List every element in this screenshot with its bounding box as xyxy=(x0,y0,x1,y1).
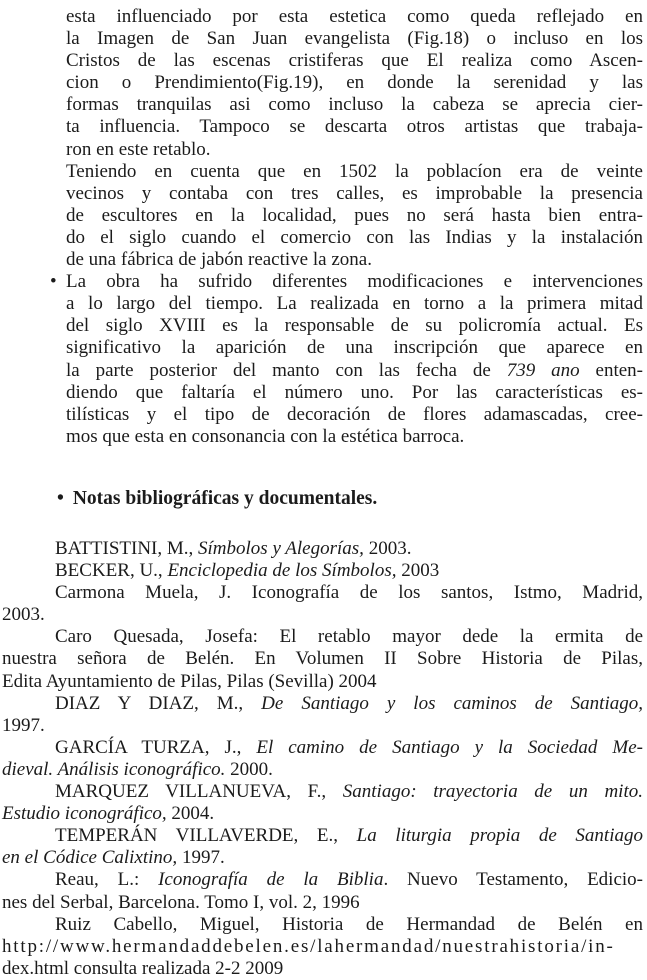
text-line xyxy=(2,759,643,781)
text-segment: 2003. xyxy=(363,538,412,559)
biblio-entry-battistini xyxy=(2,538,643,560)
text-segment: DIAZ Y DIAZ, M., xyxy=(55,692,262,714)
text-segment: esta influenciado por esta estetica como queda reflejado en xyxy=(66,6,643,27)
text-line xyxy=(2,582,643,604)
text-segment: Teniendo en cuenta que en 1502 la poblacíon era de veinte xyxy=(66,160,643,182)
text-segment: . Nuevo Testamento, Edicio- xyxy=(383,869,643,891)
text-line xyxy=(66,139,643,161)
text-segment: Notas bibliográficas y documentales. xyxy=(72,488,378,509)
text-line xyxy=(66,183,643,205)
text-segment: Carmona Muela, J. Iconografía de los santos, Istmo, Madrid, xyxy=(55,582,643,604)
text-segment: 2000. xyxy=(225,758,273,780)
italic-text-segment: Símbolos y Alegorías, xyxy=(198,538,364,559)
text-line xyxy=(2,869,643,891)
italic-text-segment: Estudio iconográfico, xyxy=(2,803,167,825)
text-segment: nuestra señora de Belén. En Volumen II Sobre Historia de Pilas, xyxy=(2,648,643,670)
text-line xyxy=(2,693,643,715)
bullet-marker: • xyxy=(50,271,57,293)
text-segment: ron en este retablo. xyxy=(66,138,211,160)
biblio-entry-reau xyxy=(2,869,643,913)
text-segment: a lo largo del tiempo. La realizada en torno a la primera mitad xyxy=(66,293,643,315)
bullet-marker: • xyxy=(57,488,64,509)
biblio-entry-ruiz-cabello xyxy=(2,914,643,980)
text-line xyxy=(66,315,643,337)
text-segment: La obra ha sufrido diferentes modificaciones e intervenciones xyxy=(66,271,643,293)
text-segment: Ruiz Cabello, Miguel, Historia de Hermandad de Belén en xyxy=(55,913,643,935)
text-segment: la parte posterior del manto con las fecha de xyxy=(66,359,507,381)
italic-text-segment: dieval. Análisis iconográfico. xyxy=(2,758,226,780)
biblio-entry-caro-quesada xyxy=(2,626,643,692)
text-line xyxy=(2,892,643,914)
text-segment: vecinos y contaba con tres calles, es improbable la presencia xyxy=(66,182,643,204)
text-line xyxy=(2,825,643,847)
text-segment: ta influencia. Tampoco se descarta otros artistas que trabaja- xyxy=(66,116,643,138)
italic-text-segment: en el Códice Calixtino, xyxy=(2,847,178,869)
text-line xyxy=(66,72,643,94)
text-line xyxy=(66,6,643,28)
text-line xyxy=(2,803,643,825)
text-segment: de una fábrica de jabón reactive la zona. xyxy=(66,249,372,271)
text-segment: Caro Quesada, Josefa: El retablo mayor dede la ermita de xyxy=(55,626,643,648)
text-segment: de escultores en la localidad, pues no será hasta bien entra- xyxy=(66,204,643,226)
text-segment: 1997. xyxy=(177,847,225,869)
text-line xyxy=(66,50,643,72)
italic-text-segment: Enciclopedia de los Símbolos, xyxy=(167,560,397,582)
text-line xyxy=(2,936,643,958)
text-line xyxy=(66,205,643,227)
text-line xyxy=(66,28,643,50)
text-line xyxy=(2,560,643,582)
text-line xyxy=(57,487,643,510)
bibliography-heading-block xyxy=(57,487,643,510)
text-segment: cion o Prendimiento(Fig.19), en donde la serenidad y las xyxy=(66,72,643,94)
text-line xyxy=(2,648,643,670)
text-line xyxy=(2,737,643,759)
text-segment: Cristos de las escenas cristiferas que El realiza como Ascen- xyxy=(66,50,643,72)
text-segment: BECKER, U., xyxy=(55,560,168,582)
text-line xyxy=(66,404,643,426)
text-line xyxy=(2,626,643,648)
text-line xyxy=(2,604,643,626)
text-segment: GARCÍA TURZA, J., xyxy=(55,736,257,758)
text-line xyxy=(66,337,643,359)
biblio-entry-carmona xyxy=(2,582,643,626)
text-line xyxy=(2,538,643,560)
text-segment: del siglo XVIII es la responsable de su policromía actual. Es xyxy=(66,315,643,337)
italic-text-segment: 739 ano xyxy=(506,359,580,381)
text-segment: mos que esta en consonancia con la estética barroca. xyxy=(66,425,465,447)
biblio-entry-becker xyxy=(2,560,643,582)
text-segment: 2004. xyxy=(166,803,215,825)
text-segment: 2003 xyxy=(396,560,440,582)
text-segment: Reau, L.: xyxy=(55,869,159,891)
text-segment: nes del Serbal, Barcelona. Tomo I, vol. 2, 1996 xyxy=(2,891,360,913)
text-line xyxy=(2,671,643,693)
paragraph-la-obra xyxy=(50,271,644,448)
biblio-entry-marquez xyxy=(2,781,643,825)
biblio-entry-temperan xyxy=(2,825,643,869)
text-segment: enten- xyxy=(579,359,644,381)
text-segment: dex.html consulta realizada 2-2 2009 xyxy=(2,957,284,979)
paragraph-influencia xyxy=(66,6,643,161)
heading-notas-bibliograficas xyxy=(57,487,643,510)
text-segment: la Imagen de San Juan evangelista (Fig.18) o incluso en los xyxy=(66,28,643,50)
text-line xyxy=(66,426,643,448)
text-segment: Edita Ayuntamiento de Pilas, Pilas (Sevilla) 2004 xyxy=(2,670,377,692)
text-segment: http://www.hermandaddebelen.es/lahermandad/nuestrahistoria/in- xyxy=(2,935,615,957)
text-segment: TEMPERÁN VILLAVERDE, E., xyxy=(55,825,357,847)
text-line xyxy=(50,271,643,293)
text-line xyxy=(2,914,643,936)
text-segment: 2003. xyxy=(2,604,45,626)
text-segment: tilísticas y el tipo de decoración de flores adamascadas, cree- xyxy=(66,403,643,425)
biblio-entry-garcia-turza xyxy=(2,737,643,781)
biblio-entry-diaz xyxy=(2,693,643,737)
text-segment: BATTISTINI, M., xyxy=(55,538,199,559)
text-line xyxy=(2,847,643,869)
text-line xyxy=(66,249,643,271)
text-segment: 1997. xyxy=(2,714,45,736)
text-line xyxy=(66,293,643,315)
italic-text-segment: Santiago: trayectoria de un mito. xyxy=(342,781,643,803)
text-segment: significativo la aparición de una inscripción que aparece en xyxy=(66,337,643,359)
text-segment: formas tranquilas asi como incluso la cabeza se aprecia cier- xyxy=(66,94,643,116)
text-segment: diendo que faltaría el número uno. Por las características es- xyxy=(66,381,643,403)
italic-text-segment: De Santiago y los caminos de Santiago, xyxy=(261,692,643,714)
main-text-block xyxy=(50,6,644,448)
text-line xyxy=(2,958,643,980)
bibliography-list xyxy=(2,538,643,980)
italic-text-segment: Iconografía de la Biblia xyxy=(158,869,384,891)
text-line xyxy=(66,227,643,249)
text-segment: do el siglo cuando el comercio con las Indias y la instalación xyxy=(66,226,643,248)
text-segment: MARQUEZ VILLANUEVA, F., xyxy=(55,781,343,803)
text-line xyxy=(66,94,643,116)
italic-text-segment: El camino de Santiago y la Sociedad Me- xyxy=(256,736,643,758)
text-line xyxy=(66,360,643,382)
italic-text-segment: La liturgia propia de Santiago xyxy=(356,825,643,847)
text-line xyxy=(66,382,643,404)
text-line xyxy=(66,161,643,183)
paragraph-teniendo xyxy=(66,161,643,271)
text-line xyxy=(66,116,643,138)
text-line xyxy=(2,715,643,737)
text-line xyxy=(2,781,643,803)
